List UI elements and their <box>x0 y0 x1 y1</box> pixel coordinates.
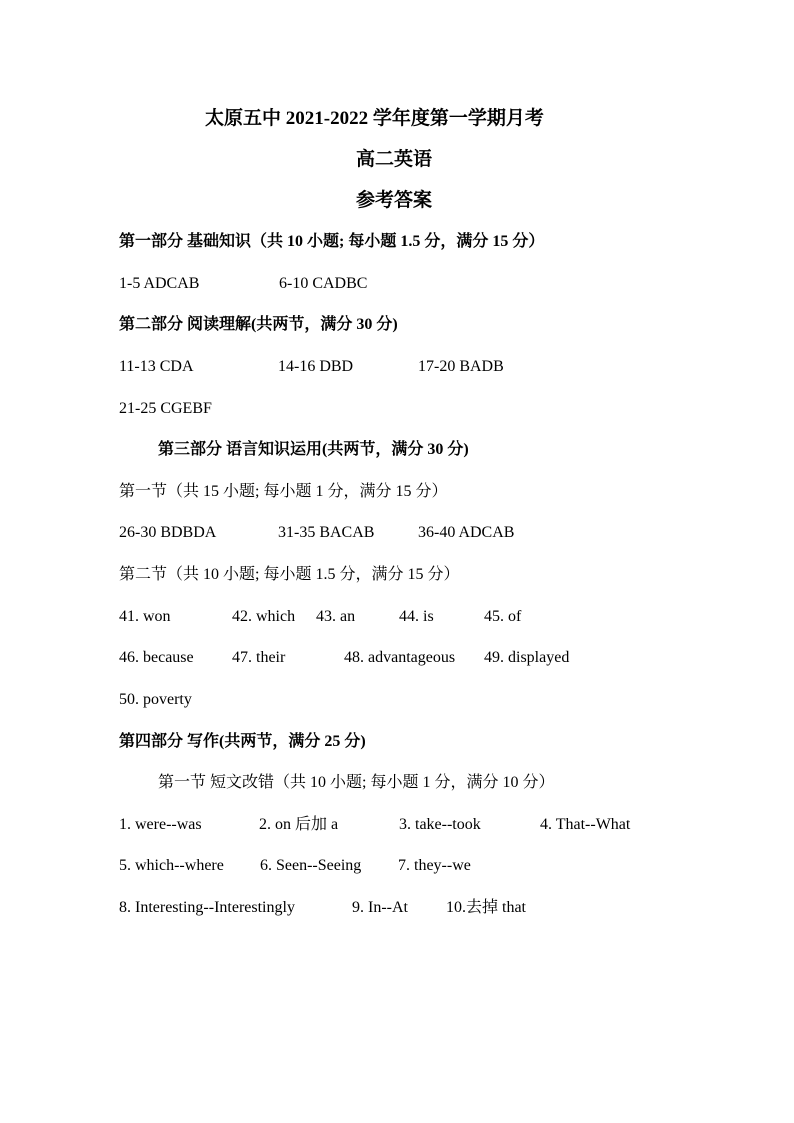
correction-item: 1. were--was <box>119 816 202 833</box>
answer-item: 46. because <box>119 649 194 666</box>
part4-heading: 第四部分 写作(共两节，满分 25 分) <box>119 733 366 750</box>
answer-item: 42. which <box>232 608 296 625</box>
answer-group: 1-5 ADCAB <box>119 275 200 292</box>
answer-group: 21-25 CGEBF <box>119 400 212 417</box>
answer-group: 26-30 BDBDA <box>119 524 217 541</box>
part3-section2-heading: 第二节（共 10 小题; 每小题 1.5 分，满分 15 分） <box>119 566 460 583</box>
answer-item: 47. their <box>232 649 286 666</box>
correction-item: 2. on 后加 a <box>259 816 339 833</box>
correction-item: 4. That--What <box>540 816 631 833</box>
answer-group: 11-13 CDA <box>119 358 194 375</box>
correction-item: 8. Interesting--Interestingly <box>119 899 295 916</box>
part2-heading: 第二部分 阅读理解(共两节，满分 30 分) <box>119 316 398 333</box>
answer-item: 41. won <box>119 608 171 625</box>
answer-key-title: 参考答案 <box>356 190 433 211</box>
correction-item: 6. Seen--Seeing <box>260 857 362 874</box>
answer-group: 14-16 DBD <box>278 358 354 375</box>
correction-item: 5. which--where <box>119 857 224 874</box>
subject-title: 高二英语 <box>356 149 433 170</box>
answer-group: 31-35 BACAB <box>278 524 375 541</box>
answer-group: 6-10 CADBC <box>279 275 368 292</box>
answer-item: 45. of <box>484 608 522 625</box>
part3-section1-heading: 第一节（共 15 小题; 每小题 1 分，满分 15 分） <box>119 483 448 500</box>
answer-group: 36-40 ADCAB <box>418 524 515 541</box>
correction-item: 3. take--took <box>399 816 481 833</box>
correction-item: 9. In--At <box>352 899 408 916</box>
answer-item: 43. an <box>316 608 356 625</box>
part1-heading: 第一部分 基础知识（共 10 小题; 每小题 1.5 分，满分 15 分） <box>119 233 545 250</box>
part4-section1-heading: 第一节 短文改错（共 10 小题; 每小题 1 分，满分 10 分） <box>158 774 555 791</box>
answer-item: 50. poverty <box>119 691 192 708</box>
answer-item: 48. advantageous <box>344 649 456 666</box>
answer-item: 49. displayed <box>484 649 570 666</box>
correction-item: 10.去掉 that <box>446 899 526 916</box>
correction-item: 7. they--we <box>398 857 471 874</box>
answer-group: 17-20 BADB <box>418 358 504 375</box>
part3-heading: 第三部分 语言知识运用(共两节，满分 30 分) <box>158 441 469 458</box>
answer-item: 44. is <box>399 608 434 625</box>
document-title: 太原五中 2021-2022 学年度第一学期月考 <box>205 108 544 129</box>
